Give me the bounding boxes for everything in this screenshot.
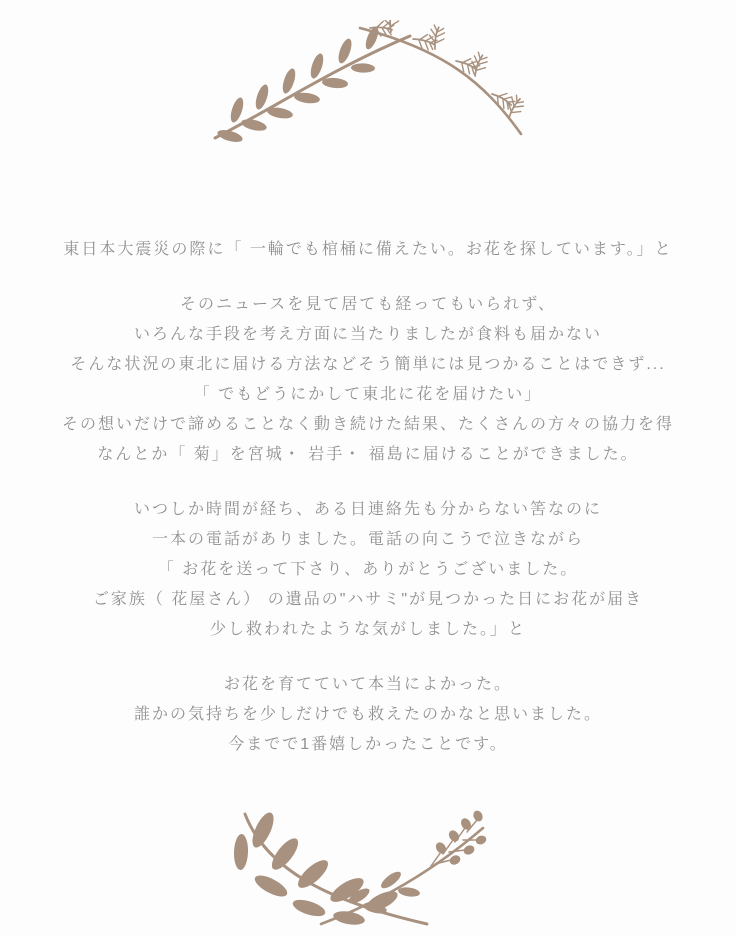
story-paragraph [20, 290, 716, 470]
story-line: 「 でもどうにかして東北に花を届けたい」 [193, 386, 543, 403]
bottom-floral-ornament [227, 808, 529, 930]
story-line: お花を育てていて本当によかった。 [223, 676, 512, 693]
story-line: なんとか「 菊」を宮城・ 岩手・ 福島に届けることができました。 [97, 446, 639, 463]
story-paragraph [20, 495, 716, 645]
story-line: 少し救われたような気がしました。」と [209, 621, 526, 638]
story-line: そんな状況の東北に届ける方法などそう簡単には見つかることはできず... [70, 356, 666, 373]
story-line: 「 お花を送って下さり、ありがとうございました。 [157, 561, 579, 578]
fern-branch [360, 20, 524, 134]
story-line: いつしか時間が経ち、ある日連絡先も分からない筈なのに [133, 501, 602, 518]
story-paragraph [20, 670, 716, 760]
story-line: 東日本大震災の際に「 一輪でも棺桶に備えたい。お花を探しています。」と [63, 241, 673, 258]
story-line: そのニュースを見て居ても経ってもいられず、 [180, 296, 556, 313]
story-paragraph [20, 235, 716, 265]
leaf-branch [233, 810, 427, 927]
story-line: ご家族（ 花屋さん） の遺品の"ハサミ"が見つかった日にお花が届き [92, 591, 644, 608]
berry-branch [321, 809, 488, 924]
story-text [20, 235, 716, 760]
top-floral-ornament [212, 20, 524, 144]
story-line: 今までで1番嬉しかったことです。 [228, 736, 508, 753]
story-line: いろんな手段を考え方面に当たりましたが食料も届かない [133, 326, 602, 343]
leaf-branch [215, 25, 410, 144]
story-line: 一本の電話がありました。電話の向こうで泣きながら [151, 531, 584, 548]
story-line: その想いだけで諦めることなく動き続けた結果、たくさんの方々の協力を得 [61, 416, 674, 433]
bottom-floral-ornament-svg [227, 808, 529, 930]
story-line: 誰かの気持ちを少しだけでも救えたのかなと思いました。 [133, 706, 602, 723]
top-floral-ornament-svg [212, 20, 524, 144]
